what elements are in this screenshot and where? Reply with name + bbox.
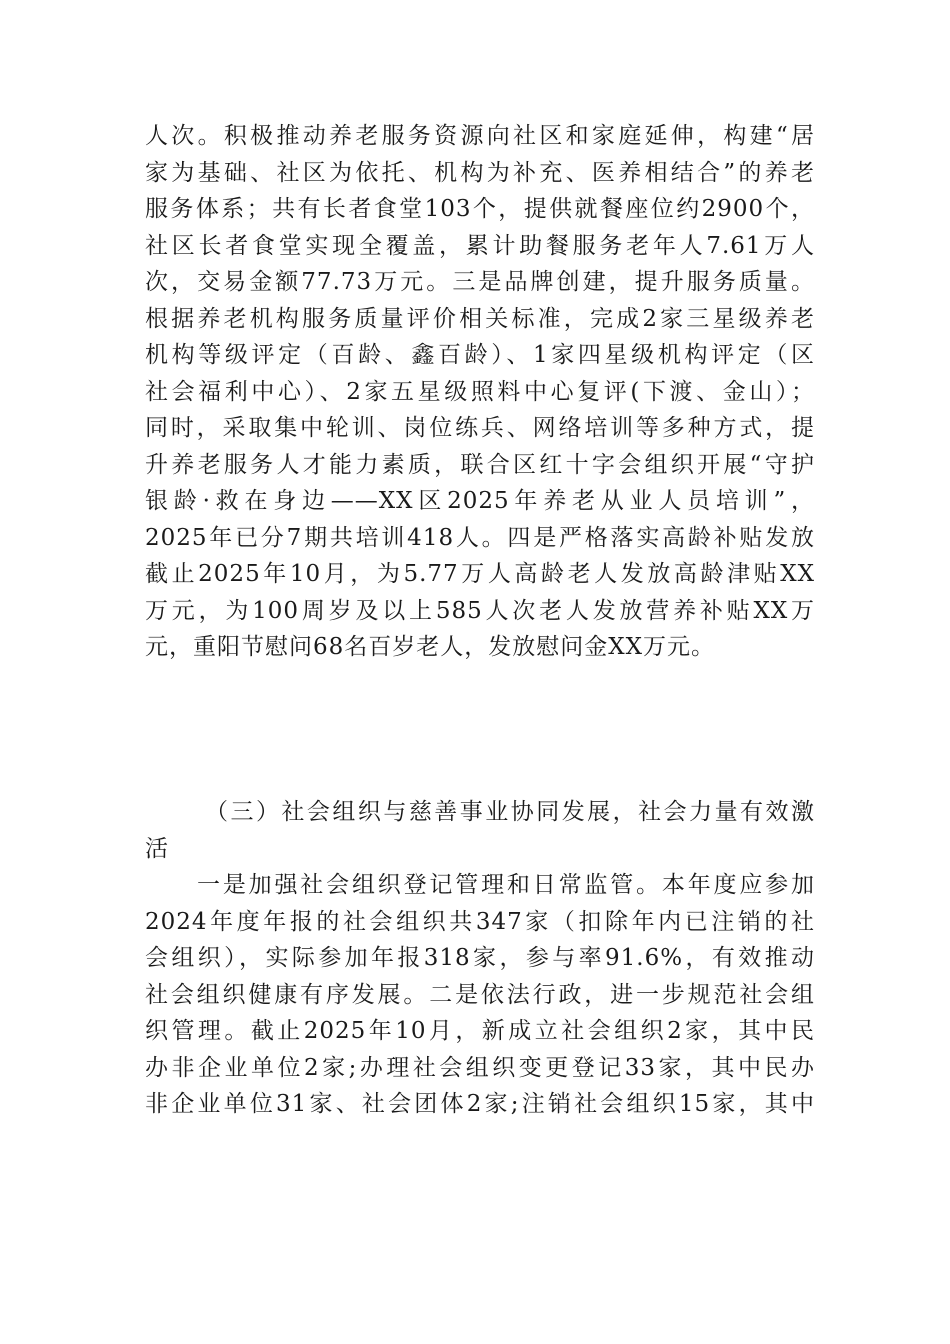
- section-heading-line: （三）社会组织与慈善事业协同发展，社会力量有效激: [205, 799, 815, 825]
- paragraph-line: 2024年度年报的社会组织共347家（扣除年内已注销的社: [145, 908, 815, 935]
- paragraph-line: 社会组织健康有序发展。二是依法行政，进一步规范社会组: [145, 981, 815, 1008]
- paragraph-line: 次，交易金额77.73万元。三是品牌创建，提升服务质量。: [145, 269, 815, 295]
- paragraph-line: 同时，采取集中轮训、岗位练兵、网络培训等多种方式，提: [145, 415, 815, 441]
- paragraph-line: 服务体系；共有长者食堂103个，提供就餐座位约2900个，: [145, 196, 815, 222]
- paragraph-line: 家为基础、社区为依托、机构为补充、医养相结合”的养老: [145, 159, 815, 186]
- paragraph-line: 2025年已分7期共培训418人。四是严格落实高龄补贴发放: [145, 524, 815, 551]
- paragraph-line: 万元，为100周岁及以上585人次老人发放营养补贴XX万: [145, 597, 815, 624]
- paragraph-line: 办非企业单位2家;办理社会组织变更登记33家，其中民办: [145, 1054, 815, 1081]
- paragraph-line: 一是加强社会组织登记管理和日常监管。本年度应参加: [197, 872, 815, 898]
- paragraph-social-organizations: [145, 867, 815, 1123]
- paragraph-line: 会组织），实际参加年报318家，参与率91.6%，有效推动: [145, 945, 815, 971]
- paragraph-line: 非企业单位31家、社会团体2家;注销社会组织15家，其中: [145, 1091, 815, 1117]
- paragraph-line: 升养老服务人才能力素质，联合区红十字会组织开展“守护: [145, 451, 815, 478]
- paragraph-line: 元，重阳节慰问68名百岁老人，发放慰问金XX万元。: [145, 634, 716, 660]
- paragraph-line: 银龄·救在身边——XX区2025年养老从业人员培训”，: [145, 488, 815, 514]
- paragraph-line: 人次。积极推动养老服务资源向社区和家庭延伸，构建“居: [145, 123, 815, 149]
- section-heading: [145, 794, 815, 867]
- paragraph-line: 社会福利中心）、2家五星级照料中心复评(下渡、金山）；: [145, 378, 815, 405]
- paragraph-elderly-services: [145, 118, 815, 666]
- paragraph-line: 社区长者食堂实现全覆盖，累计助餐服务老年人7.61万人: [145, 232, 815, 259]
- section-heading-line: 活: [145, 835, 169, 862]
- paragraph-line: 截止2025年10月，为5.77万人高龄老人发放高龄津贴XX: [145, 561, 815, 587]
- paragraph-line: 根据养老机构服务质量评价相关标准，完成2家三星级养老: [145, 305, 815, 332]
- paragraph-line: 织管理。截止2025年10月，新成立社会组织2家，其中民: [145, 1018, 815, 1044]
- paragraph-line: 机构等级评定（百龄、鑫百龄）、1家四星级机构评定（区: [145, 342, 815, 368]
